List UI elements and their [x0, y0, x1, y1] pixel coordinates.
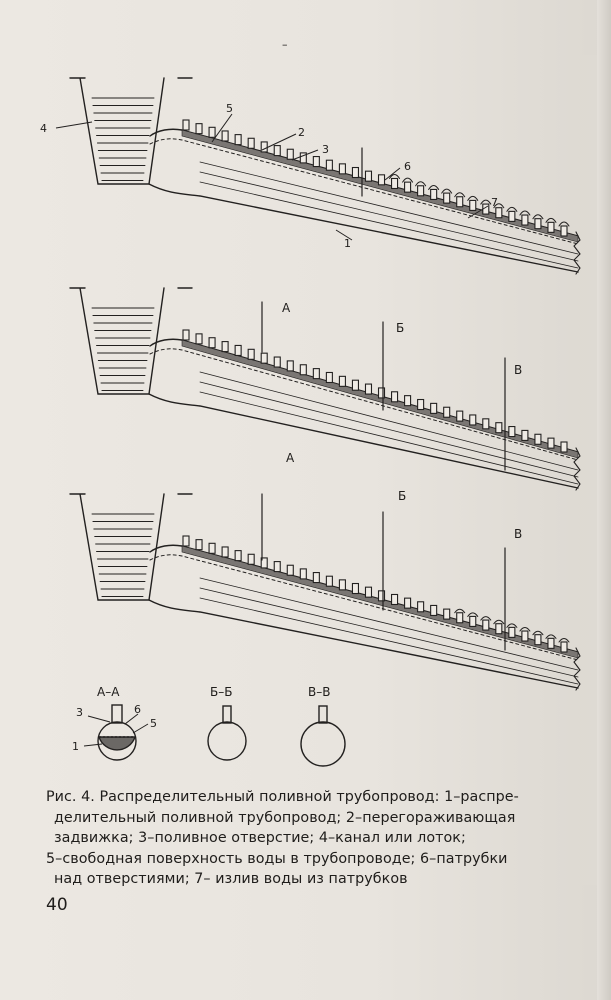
- riser-outlet: [561, 442, 567, 452]
- water-discharge: [416, 182, 426, 186]
- water-discharge: [520, 211, 530, 215]
- section-a-label-5: 5: [150, 717, 157, 730]
- riser-outlet: [209, 543, 215, 553]
- riser-outlet: [535, 219, 541, 229]
- riser-outlet: [261, 142, 267, 152]
- pipe-wall-band: [182, 340, 578, 458]
- riser-outlet: [248, 349, 254, 359]
- riser-outlet: [444, 193, 450, 203]
- riser-outlet: [379, 175, 385, 185]
- cut-label-v-upper: В: [514, 363, 523, 377]
- riser-outlet: [261, 353, 267, 363]
- riser-outlet: [509, 211, 515, 221]
- riser-outlet: [313, 573, 319, 583]
- riser-outlet: [522, 430, 528, 440]
- riser-outlet: [339, 376, 345, 386]
- water-discharge: [403, 178, 413, 182]
- section-a-title: А–А: [97, 685, 120, 699]
- riser-outlet: [183, 120, 189, 130]
- riser-outlet: [405, 396, 411, 406]
- riser-outlet: [535, 434, 541, 444]
- riser-outlet: [235, 135, 241, 145]
- canal-trough: [70, 78, 192, 184]
- riser-outlet: [222, 342, 228, 352]
- riser-outlet: [431, 189, 437, 199]
- pipe-wall-band: [182, 546, 578, 658]
- water-discharge: [507, 207, 517, 211]
- callout-5: 5: [226, 102, 233, 115]
- cut-label-b-lower: Б: [398, 489, 407, 503]
- water-discharge: [533, 215, 543, 219]
- callout-4: 4: [40, 122, 47, 135]
- caption-line: Рис. 4. Распределительный поливной трубопровод: 1–распре-: [46, 789, 519, 805]
- riser-outlet: [274, 562, 280, 572]
- riser-outlet: [287, 361, 293, 371]
- water-discharge: [429, 185, 439, 189]
- riser-outlet: [457, 197, 463, 207]
- figure-caption: [46, 787, 576, 890]
- water-discharge: [468, 196, 478, 200]
- riser-outlet: [392, 392, 398, 402]
- riser-outlet: [405, 182, 411, 192]
- page-number: 40: [46, 895, 68, 915]
- riser-outlet: [379, 591, 385, 601]
- water-discharge: [455, 193, 465, 197]
- callout-2: 2: [298, 126, 305, 139]
- pipe-water-surface: [150, 139, 578, 244]
- riser-outlet: [392, 178, 398, 188]
- riser-outlet: [483, 419, 489, 429]
- riser-outlet: [209, 127, 215, 137]
- cut-label-b-upper: Б: [396, 321, 405, 335]
- riser-outlet: [548, 438, 554, 448]
- riser-outlet: [418, 602, 424, 612]
- canal-trough: [70, 288, 192, 394]
- riser-outlet: [183, 330, 189, 340]
- riser-outlet: [326, 160, 332, 170]
- riser-outlet: [470, 200, 476, 210]
- riser-outlet: [535, 635, 541, 645]
- riser-outlet: [509, 627, 515, 637]
- riser-outlet: [235, 345, 241, 355]
- cut-label-a-upper: А: [282, 301, 291, 315]
- riser-outlet: [483, 620, 489, 630]
- riser-outlet: [444, 407, 450, 417]
- riser-outlet: [339, 164, 345, 174]
- riser-outlet: [287, 149, 293, 159]
- riser-outlet: [457, 613, 463, 623]
- riser-outlet: [287, 565, 293, 575]
- pipe-wall-band: [182, 130, 578, 242]
- pipe-water-surface: [150, 555, 578, 660]
- caption-line: делительный поливной трубопровод; 2–перегораживающая: [54, 809, 516, 826]
- cut-label-a-lower: А: [286, 451, 295, 465]
- riser-outlet: [431, 605, 437, 615]
- section-a-label-1: 1: [72, 740, 79, 753]
- riser-outlet: [352, 168, 358, 178]
- riser-outlet: [326, 372, 332, 382]
- riser-outlet: [496, 423, 502, 433]
- riser-outlet: [418, 186, 424, 196]
- riser-outlet: [300, 569, 306, 579]
- riser-outlet: [196, 124, 202, 134]
- riser-outlet: [365, 384, 371, 394]
- pipe-water-hatch: [200, 372, 578, 470]
- riser-outlet: [418, 400, 424, 410]
- water-discharge: [442, 189, 452, 193]
- riser-outlet: [405, 598, 411, 608]
- riser-outlet: [274, 146, 280, 156]
- riser-outlet: [300, 365, 306, 375]
- riser-outlet: [326, 576, 332, 586]
- water-discharge: [481, 200, 491, 204]
- riser-outlet: [196, 540, 202, 550]
- riser-outlet: [339, 580, 345, 590]
- water-discharge: [546, 218, 556, 222]
- cross-sections: [72, 685, 345, 766]
- riser-outlet: [313, 157, 319, 167]
- riser-outlet: [222, 131, 228, 141]
- riser-outlet: [470, 616, 476, 626]
- callout-1: 1: [344, 237, 351, 250]
- callout-3: 3: [322, 143, 329, 156]
- riser-outlet: [509, 427, 515, 437]
- pipe-bottom: [149, 394, 578, 488]
- riser-outlet: [392, 594, 398, 604]
- riser-outlet: [248, 138, 254, 148]
- riser-outlet: [274, 357, 280, 367]
- riser-outlet: [470, 415, 476, 425]
- caption-line: над отверстиями; 7– излив воды из патрубков: [54, 871, 408, 887]
- riser-outlet: [222, 547, 228, 557]
- header-mark: –: [282, 38, 288, 51]
- riser-outlet: [183, 536, 189, 546]
- riser-outlet: [496, 208, 502, 218]
- riser-outlet: [496, 624, 502, 634]
- pipe-bottom: [149, 600, 578, 688]
- section-a-label-6: 6: [134, 703, 141, 716]
- riser-outlet: [352, 380, 358, 390]
- riser-outlet: [196, 334, 202, 344]
- riser-outlet: [365, 171, 371, 181]
- riser-outlet: [365, 587, 371, 597]
- riser-outlet: [235, 551, 241, 561]
- riser-outlet: [548, 638, 554, 648]
- cut-label-v-lower: В: [514, 527, 523, 541]
- pipe-water-hatch: [200, 382, 578, 477]
- riser-outlet: [548, 222, 554, 232]
- water-discharge: [559, 222, 569, 226]
- riser-outlet: [352, 584, 358, 594]
- caption-line: задвижка; 3–поливное отверстие; 4–канал или лоток;: [54, 830, 466, 846]
- riser-outlet: [313, 369, 319, 379]
- riser-outlet: [379, 388, 385, 398]
- section-a-label-3: 3: [76, 706, 83, 719]
- canal-trough: [70, 494, 192, 600]
- riser-outlet: [248, 554, 254, 564]
- section-v-title: В–В: [308, 685, 331, 699]
- riser-outlet: [561, 226, 567, 236]
- riser-outlet: [561, 642, 567, 652]
- section-b-title: Б–Б: [210, 685, 233, 699]
- riser-outlet: [444, 609, 450, 619]
- riser-outlet: [522, 215, 528, 225]
- pipe-bottom: [149, 184, 578, 272]
- riser-outlet: [457, 411, 463, 421]
- riser-outlet: [209, 338, 215, 348]
- riser-outlet: [522, 631, 528, 641]
- caption-line: 5–свободная поверхность воды в трубопроводе; 6–патрубки: [46, 850, 508, 867]
- callout-7: 7: [491, 196, 498, 209]
- riser-outlet: [431, 403, 437, 413]
- callout-6: 6: [404, 160, 411, 173]
